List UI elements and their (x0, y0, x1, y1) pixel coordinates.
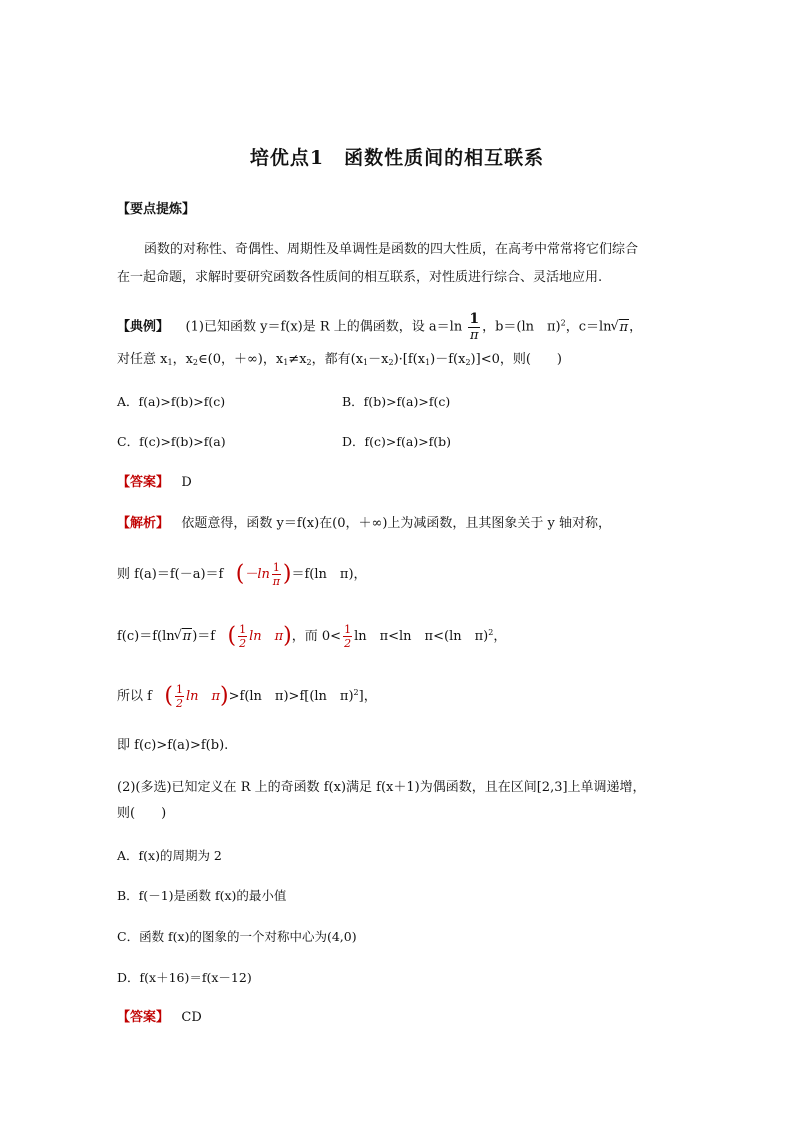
example-q1-text-b: ，b＝(ln π) (482, 319, 561, 335)
fraction-one-over-pi: $\frac{1}{\pi}$ (469, 311, 480, 343)
analysis-line-4: 所以 f ( $\frac{1}{2}$ ln π)>f(ln π)>f[(ln π)$^2$]， (117, 683, 377, 710)
answer-tag: 【答案】 (117, 1010, 170, 1025)
answer-1 (117, 475, 192, 491)
fraction-one-half: $\frac{1}{2}$ (175, 683, 183, 710)
key-points-line-1: 函数的对称性、奇偶性、周期性及单调性是函数的四大性质，在高考中常常将它们综合 (144, 242, 639, 257)
analysis-line-1: 【解析】 依题意得，函数 y＝f(x)在(0，＋∞)上为减函数，且其图象关于 y 轴对称， (117, 516, 612, 531)
option-b: B．f(b)>f(a)>f(c) (342, 394, 451, 409)
key-points-heading: 【要点提炼】 (117, 202, 196, 217)
answer-value: D (181, 475, 192, 490)
key-points-line-2: 在一起命题，求解时要研究函数各性质间的相互联系，对性质进行综合、灵活地应用. (117, 270, 603, 285)
fraction-one-over-pi: $\frac{1}{\pi}$ (272, 561, 280, 588)
q2-option-b: B．f(－1)是函数 f(x)的最小值 (117, 888, 287, 903)
sqrt-pi: √ π (612, 320, 630, 336)
sqrt-pi: √ π (175, 629, 193, 645)
q2-option-d: D．f(x＋16)＝f(x－12) (117, 970, 252, 985)
analysis-line-2: 则 f(a)＝f(－a)＝f (－ln $\frac{1}{\pi}$ )＝f(ln π)， (117, 561, 367, 588)
option-c: C．f(c)>f(b)>f(a) (117, 434, 226, 449)
q2-option-a: A．f(x)的周期为 2 (117, 848, 222, 863)
option-a: A．f(a)>f(b)>f(c) (117, 394, 226, 409)
analysis-tag: 【解析】 (117, 516, 170, 531)
q2-line-1: (2)(多选)已知定义在 R 上的奇函数 f(x)满足 f(x＋1)为偶函数，且在区间[2,3]上单调递增， (117, 780, 646, 795)
fraction-one-half: $\frac{1}{2}$ (344, 623, 352, 650)
example-line-1: 【典例】 (1)已知函数 y＝f(x)是 R 上的偶函数，设 a＝ln $\frac{1}{\pi}$ ，b＝(ln π)$^2$，c＝ln√ π， (117, 312, 642, 342)
example-q1-text-a: (1)已知函数 y＝f(x)是 R 上的偶函数，设 a＝ln (185, 319, 463, 335)
example-line-2: 对任意 $x_1$，$x_2\in(0$，＋∞)，$x_1\ne x_2$，都有$(x_1-x_2)\cdot[f(x_1)-f(x_2)]<0$，则( ) (117, 352, 562, 367)
analysis-line-5: 即 f(c)>f(a)>f(b). (117, 738, 229, 753)
example-tag: 【典例】 (117, 319, 170, 335)
page-title: 培优点1 函数性质间的相互联系 (249, 147, 545, 169)
answer-value: CD (181, 1010, 202, 1025)
option-d: D．f(c)>f(a)>f(b) (342, 434, 452, 449)
fraction-one-half: $\frac{1}{2}$ (239, 623, 247, 650)
example-q1-text-c: ，c＝ln (565, 319, 612, 335)
analysis-line-3: f(c)＝f(ln√ π)＝f ( $\frac{1}{2}$ ln π)，而 0< $\frac{1}{2}$ ln π<ln π<(ln π)$^2$， (117, 624, 506, 649)
q2-option-c: C．函数 f(x)的图象的一个对称中心为(4,0) (117, 929, 357, 944)
answer-2 (117, 1010, 202, 1026)
answer-tag: 【答案】 (117, 475, 170, 490)
q2-line-2: 则( ) (117, 806, 167, 821)
